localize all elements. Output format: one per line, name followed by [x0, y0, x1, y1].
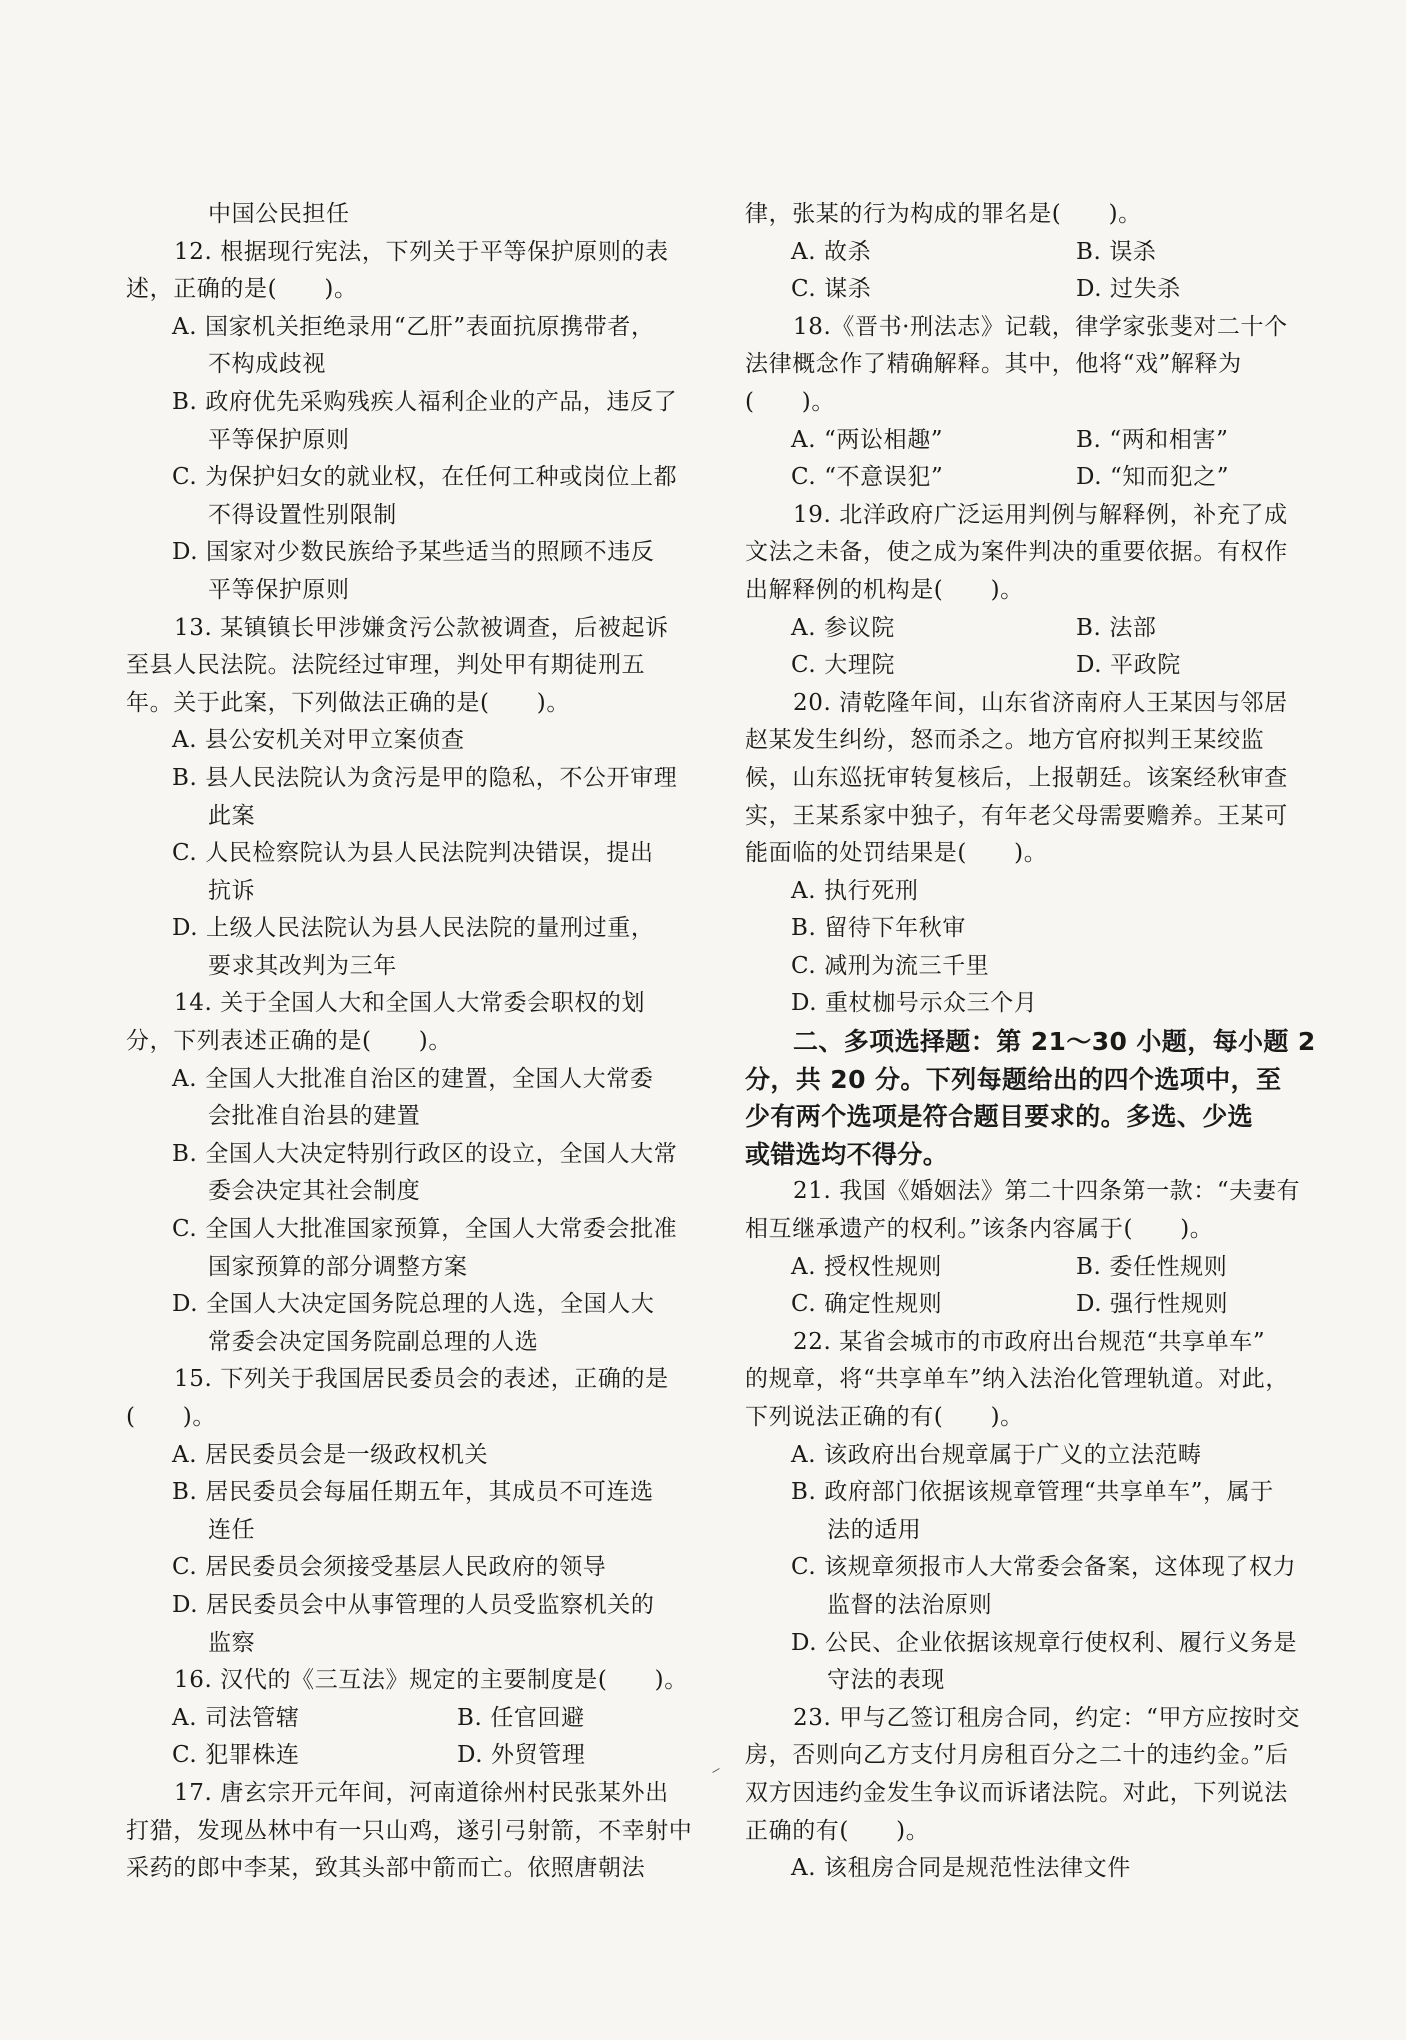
- option-row: [126, 1700, 708, 1738]
- option-text: A. 故杀: [791, 238, 872, 265]
- question-text-line: 20. 清乾隆年间，山东省济南府人王某因与邻居: [793, 689, 1288, 716]
- text-continuation: 中国公民担任: [208, 201, 350, 227]
- question-text-line: 下列说法正确的有( )。: [745, 1404, 1024, 1430]
- option-text: C. 谋杀: [791, 276, 872, 303]
- text-continuation: 监察: [208, 1629, 256, 1656]
- question-text-line: 文法之未备，使之成为案件判决的重要依据。有权作: [745, 539, 1288, 566]
- text-continuation: 会批准自治县的建置: [208, 1103, 421, 1130]
- option-text: C. 犯罪株连: [172, 1742, 300, 1769]
- option-text: D. 平政院: [1076, 652, 1181, 679]
- question-text-line: 双方因违约金发生争议而诉诸法院。对此，下列说法: [745, 1779, 1288, 1806]
- option-text: B. 留待下年秋审: [791, 915, 966, 942]
- option-text: C. 该规章须报市人大常委会备案，这体现了权力: [791, 1554, 1297, 1581]
- option-text: D. “知而犯之”: [1076, 464, 1230, 491]
- text-continuation: 法的适用: [827, 1516, 922, 1543]
- option-text: B. 政府优先采购残疾人福利企业的产品，违反了: [172, 388, 678, 415]
- option-text: A. “两讼相趣”: [791, 426, 944, 453]
- left-column: [126, 196, 708, 1888]
- option-text: D. 重杖枷号示众三个月: [791, 990, 1038, 1017]
- option-row: [745, 610, 1318, 648]
- option-text: A. 县公安机关对甲立案侦查: [172, 727, 465, 754]
- option-text: C. 居民委员会须接受基层人民政府的领导: [172, 1554, 607, 1581]
- question-text-line: 述，正确的是( )。: [126, 276, 358, 303]
- section-heading-line: 少有两个选项是符合题目要求的。多选、少选: [745, 1102, 1254, 1132]
- option-text: D. 全国人大决定国务院总理的人选，全国人大: [172, 1291, 655, 1318]
- option-text: C. 为保护妇女的就业权，在任何工种或岗位上都: [172, 464, 678, 491]
- text-continuation: 平等保护原则: [208, 426, 350, 453]
- option-text: B. 法部: [1076, 614, 1157, 641]
- section-heading-line: 或错选均不得分。: [745, 1139, 949, 1169]
- option-row: [745, 647, 1318, 685]
- option-text: D. 公民、企业依据该规章行使权利、履行义务是: [791, 1629, 1298, 1656]
- option-text: D. 强行性规则: [1076, 1291, 1229, 1318]
- question-text-line: 13. 某镇镇长甲涉嫌贪污公款被调查，后被起诉: [174, 614, 669, 641]
- option-row: [126, 1737, 708, 1775]
- option-row: [745, 459, 1318, 497]
- option-text: B. “两和相害”: [1076, 426, 1229, 453]
- text-continuation: 国家预算的部分调整方案: [208, 1253, 468, 1280]
- option-text: B. 县人民法院认为贪污是甲的隐私，不公开审理: [172, 764, 678, 791]
- question-text-line: 候，山东巡抚审转复核后，上报朝廷。该案经秋审查: [745, 764, 1288, 791]
- question-text-line: 年。关于此案，下列做法正确的是( )。: [126, 689, 570, 716]
- text-continuation: 此案: [208, 802, 256, 829]
- question-text-line: 12. 根据现行宪法，下列关于平等保护原则的表: [174, 238, 669, 265]
- scan-mark: [712, 1768, 719, 1773]
- text-continuation: 平等保护原则: [208, 576, 350, 603]
- option-text: B. 全国人大决定特别行政区的设立，全国人大常: [172, 1140, 678, 1167]
- option-text: A. 该租房合同是规范性法律文件: [791, 1855, 1131, 1882]
- option-text: A. 司法管辖: [172, 1704, 300, 1731]
- question-text-line: 出解释例的机构是( )。: [745, 576, 1024, 603]
- question-text-line: 19. 北洋政府广泛运用判例与解释例，补充了成: [793, 501, 1288, 528]
- text-continuation: 抗诉: [208, 877, 256, 904]
- option-row: [745, 422, 1318, 460]
- question-text-line: 23. 甲与乙签订租房合同，约定：“甲方应按时交: [793, 1704, 1301, 1731]
- question-text-line: 14. 关于全国人大和全国人大常委会职权的划: [174, 990, 646, 1017]
- question-text-line: 17. 唐玄宗开元年间，河南道徐州村民张某外出: [174, 1779, 669, 1806]
- question-text-line: 实，王某系家中独子，有年老父母需要赡养。王某可: [745, 802, 1288, 829]
- question-text-line: 18.《晋书·刑法志》记载，律学家张斐对二十个: [793, 313, 1288, 340]
- option-text: C. 全国人大批准国家预算，全国人大常委会批准: [172, 1216, 678, 1243]
- option-text: D. 过失杀: [1076, 276, 1181, 303]
- right-column: [745, 196, 1318, 1888]
- question-text-line: 的规章，将“共享单车”纳入法治化管理轨道。对此，: [745, 1366, 1289, 1393]
- option-text: D. 国家对少数民族给予某些适当的照顾不违反: [172, 539, 655, 566]
- question-text-line: 法律概念作了精确解释。其中，他将“戏”解释为: [745, 351, 1242, 378]
- text-continuation: 不得设置性别限制: [208, 501, 397, 528]
- question-text-line: 分，下列表述正确的是( )。: [126, 1028, 452, 1055]
- question-text-line: 22. 某省会城市的市政府出台规范“共享单车”: [793, 1328, 1266, 1355]
- option-text: D. 居民委员会中从事管理的人员受监察机关的: [172, 1591, 655, 1618]
- option-text: D. 外贸管理: [457, 1742, 586, 1769]
- option-text: B. 政府部门依据该规章管理“共享单车”，属于: [791, 1479, 1274, 1506]
- option-text: B. 误杀: [1076, 238, 1157, 265]
- question-text-line: ( )。: [126, 1404, 216, 1430]
- question-text-line: 能面临的处罚结果是( )。: [745, 840, 1048, 867]
- question-text-line: 相互继承遗产的权利。”该条内容属于( )。: [745, 1216, 1214, 1243]
- text-continuation: 要求其改判为三年: [208, 952, 397, 979]
- option-text: C. 人民检察院认为县人民法院判决错误，提出: [172, 840, 654, 867]
- option-text: A. 该政府出台规章属于广义的立法范畴: [791, 1441, 1202, 1468]
- question-text-line: 律，张某的行为构成的罪名是( )。: [745, 201, 1142, 227]
- option-text: D. 上级人民法院认为县人民法院的量刑过重，: [172, 915, 655, 942]
- text-continuation: 监督的法治原则: [827, 1591, 993, 1618]
- option-row: [745, 271, 1318, 309]
- question-text-line: 至县人民法院。法院经过审理，判处甲有期徒刑五: [126, 652, 646, 679]
- text-continuation: 不构成歧视: [208, 351, 326, 378]
- text-continuation: 委会决定其社会制度: [208, 1178, 421, 1205]
- question-text-line: 正确的有( )。: [745, 1817, 930, 1844]
- option-row: [745, 1286, 1318, 1324]
- question-text-line: 16. 汉代的《三互法》规定的主要制度是( )。: [174, 1667, 688, 1694]
- option-text: A. 执行死刑: [791, 877, 919, 904]
- question-text-line: 采药的郎中李某，致其头部中箭而亡。依照唐朝法: [126, 1855, 646, 1882]
- section-heading-line: 分，共 20 分。下列每题给出的四个选项中，至: [745, 1064, 1282, 1094]
- option-text: B. 任官回避: [457, 1704, 585, 1731]
- option-text: C. 大理院: [791, 652, 896, 679]
- question-text-line: 打猎，发现丛林中有一只山鸡，遂引弓射箭，不幸射中: [126, 1817, 693, 1844]
- option-text: B. 委任性规则: [1076, 1253, 1228, 1280]
- option-text: A. 国家机关拒绝录用“乙肝”表面抗原携带者，: [172, 313, 655, 340]
- option-text: B. 居民委员会每届任期五年，其成员不可连选: [172, 1479, 654, 1506]
- section-heading-line: 二、多项选择题：第 21～30 小题，每小题 2: [793, 1027, 1316, 1057]
- option-text: C. 确定性规则: [791, 1291, 943, 1318]
- option-text: A. 居民委员会是一级政权机关: [172, 1441, 489, 1468]
- question-text-line: 21. 我国《婚姻法》第二十四条第一款：“夫妻有: [793, 1178, 1301, 1205]
- option-text: C. 减刑为流三千里: [791, 952, 990, 979]
- question-text-line: 房，否则向乙方支付月房租百分之二十的违约金。”后: [745, 1742, 1289, 1769]
- text-continuation: 常委会决定国务院副总理的人选: [208, 1328, 539, 1355]
- text-continuation: 守法的表现: [827, 1667, 945, 1694]
- option-text: C. “不意误犯”: [791, 464, 944, 491]
- option-text: A. 参议院: [791, 614, 895, 641]
- question-text-line: 赵某发生纠纷，怒而杀之。地方官府拟判王某绞监: [745, 727, 1265, 754]
- question-text-line: 15. 下列关于我国居民委员会的表述，正确的是: [174, 1366, 669, 1393]
- option-row: [745, 234, 1318, 272]
- question-text-line: ( )。: [745, 388, 835, 415]
- text-continuation: 连任: [208, 1516, 256, 1543]
- option-text: A. 全国人大批准自治区的建置，全国人大常委: [172, 1065, 654, 1092]
- option-text: A. 授权性规则: [791, 1253, 943, 1280]
- option-row: [745, 1249, 1318, 1287]
